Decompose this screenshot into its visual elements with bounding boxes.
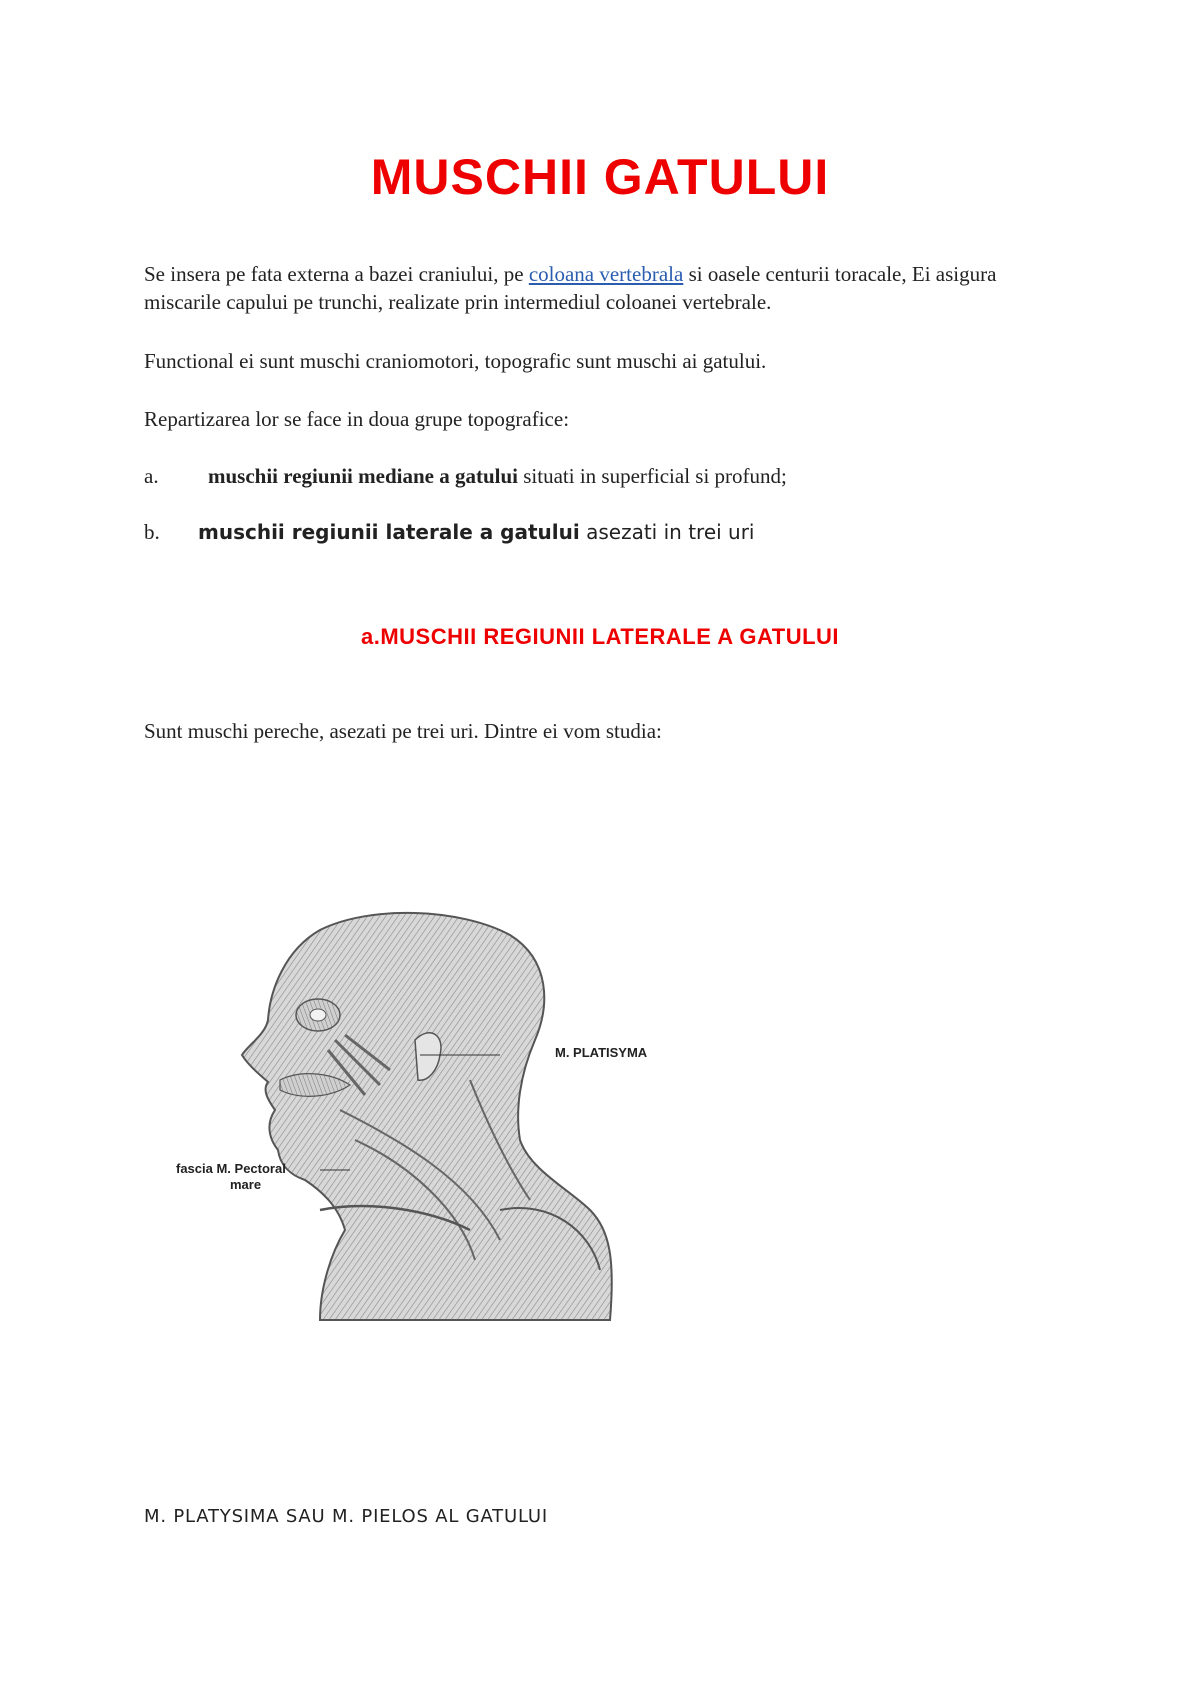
functional-paragraph: Functional ei sunt muschi craniomotori, topografic sunt muschi ai gatului. (144, 349, 767, 373)
head-silhouette (242, 913, 612, 1320)
neck-muscles-illustration (170, 910, 690, 1330)
label-pectoral-line1: fascia M. Pectoral (176, 1161, 286, 1176)
list-item-a-bold: muschii regiunii mediane a gatului (208, 464, 518, 488)
list-item-a-rest: situati in superficial si profund; (518, 464, 787, 488)
coloana-vertebrala-link[interactable]: coloana vertebrala (528, 262, 684, 286)
page-title: MUSCHII GATULUI (370, 149, 830, 205)
list-item-b-bold: muschii regiunii laterale a gatului (198, 520, 580, 544)
intro-text-after: si oasele centurii toracale, Ei asigura miscarile capului pe trunchi, realizate prin intermediul coloanei vertebrale. (144, 262, 997, 314)
subheading: a.MUSCHII REGIUNII LATERALE A GATULUI (360, 624, 840, 649)
label-platisyma: M. PLATISYMA (555, 1045, 648, 1060)
label-pectoral-line2: mare (230, 1177, 262, 1192)
section-title: M. PLATYSIMA SAU M. PIELOS AL GATULUI (144, 1506, 548, 1527)
list-letter-a: a. (144, 464, 159, 488)
repartizare-paragraph: Repartizarea lor se face in doua grupe topografice: (144, 407, 570, 431)
list-item-a (208, 464, 787, 489)
head-neck-drawing (170, 910, 690, 1330)
intro-paragraph (144, 260, 1064, 316)
list-letter-b: b. (144, 520, 160, 544)
list-item-b-rest: asezati in trei uri (579, 520, 755, 544)
intro-text-before: Se insera pe fata externa a bazei craniului, pe (144, 262, 529, 286)
list-item-b (198, 520, 755, 544)
studia-paragraph: Sunt muschi pereche, asezati pe trei uri. Dintre ei vom studia: (144, 719, 662, 743)
